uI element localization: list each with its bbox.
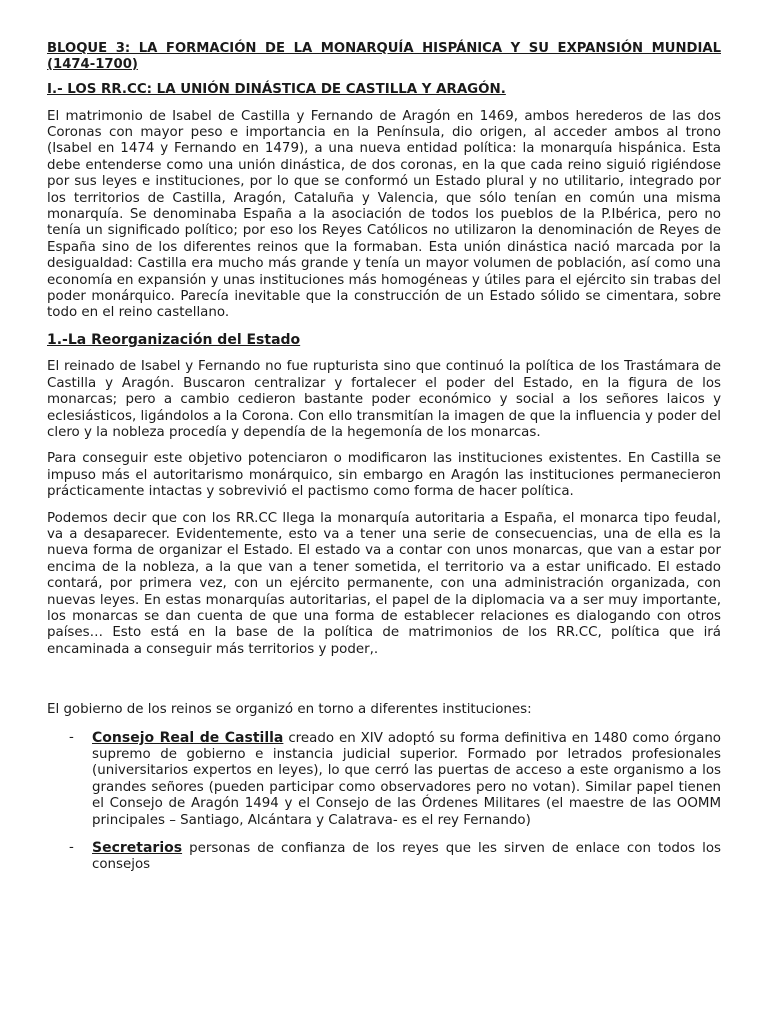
document-page — [47, 41, 721, 885]
list-dash: - — [69, 729, 74, 745]
term-consejo-real: Consejo Real de Castilla — [92, 729, 284, 746]
list-dash: - — [69, 840, 74, 856]
term-secretarios: Secretarios — [92, 840, 183, 857]
paragraph-reinado: El reinado de Isabel y Fernando no fue rupturista sino que continuó la política de los Trastámara de Castilla y Aragón. Buscaron centralizar y fortalecer el poder del Estado, en la figura de los monarcas; pero a cambio cedieron bastante poder económico y social a los señores laicos y eclesiásticos, ligándolos a la Corona. Con ello transmitían la imagen de que la influencia y poder del clero y la nobleza procedía y dependía de la hegemonía de los monarcas. — [47, 359, 721, 440]
section-heading-reorganizacion: 1.-La Reorganización del Estado — [47, 331, 301, 348]
paragraph-monarquia-autoritaria: Podemos decir que con los RR.CC llega la monarquía autoritaria a España, el monarca tipo feudal, va a desaparecer. Evidentemente, esto va a tener una serie de consecuencias, una de ella es la nueva forma de organizar el Estado. El estado va a contar con unos monarcas, que van a estar por encima de la nobleza, a la que van a tener sometida, el territorio va a estar unificado. El estado contará, por primera vez, con un ejército permanente, con una administración organizada, con nuevas leyes. En estas monarquías autoritarias, el papel de la diplomacia va a ser muy importante, los monarcas se dan cuenta de que una forma de establecer relaciones es dialogando con otros países… Esto está en la base de la política de matrimonios de los RR.CC, política que irá encaminada a conseguir más territorios y poder,. — [47, 510, 721, 657]
list-item-text: personas de confianza de los reyes que les sirven de enlace con todos los consejos — [92, 841, 721, 873]
document-title: BLOQUE 3: LA FORMACIÓN DE LA MONARQUÍA HISPÁNICA Y SU EXPANSIÓN MUNDIAL (1474-1700) — [47, 41, 721, 72]
paragraph-instituciones: Para conseguir este objetivo potenciaron o modificaron las instituciones existentes. En Castilla se impuso más el autoritarismo monárquico, sin embargo en Aragón las instituciones permanecieron prácticamente intactas y sobrevivió el pactismo como forma de hacer política. — [47, 451, 721, 500]
section-heading-union-dinastica: I.- LOS RR.CC: LA UNIÓN DINÁSTICA DE CASTILLA Y ARAGÓN. — [47, 82, 506, 98]
paragraph-union-dinastica: El matrimonio de Isabel de Castilla y Fernando de Aragón en 1469, ambos herederos de las dos Coronas con mayor peso e importancia en la Península, dio origen, al acceder ambos al trono (Isabel en 1474 y Fernando en 1479), a una nueva entidad política: la monarquía hispánica. Esta debe entenderse como una unión dinástica, de dos coronas, en la que cada reino siguió rigiéndose por sus leyes e instituciones, por lo que se conformó un Estado plural y no utilitario, integrado por los territorios de Castilla, Aragón, Cataluña y Valencia, que sólo tenían en común una misma monarquía. Se denominaba España a la asociación de todos los pueblos de la P.Ibérica, pero no tenía un significado político; por eso los Reyes Católicos no utilizaron la denominación de Reyes de España sino de los diferentes reinos que la formaban. Esta unión dinástica nació marcada por la desigualdad: Castilla era mucho más grande y tenía un mayor volumen de población, así como una economía en expansión y unas instituciones más homogéneas y útiles para el ejército sin trabas del poder monárquico. Parecía inevitable que la construcción de un Estado sólido se cimentara, sobre todo en el reino castellano. — [47, 108, 721, 321]
list-item-secretarios — [47, 840, 721, 874]
list-intro: El gobierno de los reinos se organizó en torno a diferentes instituciones: — [47, 702, 532, 718]
list-item-consejo-real — [47, 730, 721, 829]
list-item-text: creado en XIV adoptó su forma definitiva en 1480 como órgano supremo de gobierno e instancia judicial superior. Formado por letrados profesionales (universitarios expertos en leyes), lo que cerró las puertas de acceso a este organismo a los grandes señores (pueden participar como observadores pero no votan). Similar papel tienen el Consejo de Aragón 1494 y el Consejo de las Órdenes Militares (el maestre de las OOMM principales – Santiago, Alcántara y Calatrava- es el rey Fernando) — [92, 730, 721, 828]
